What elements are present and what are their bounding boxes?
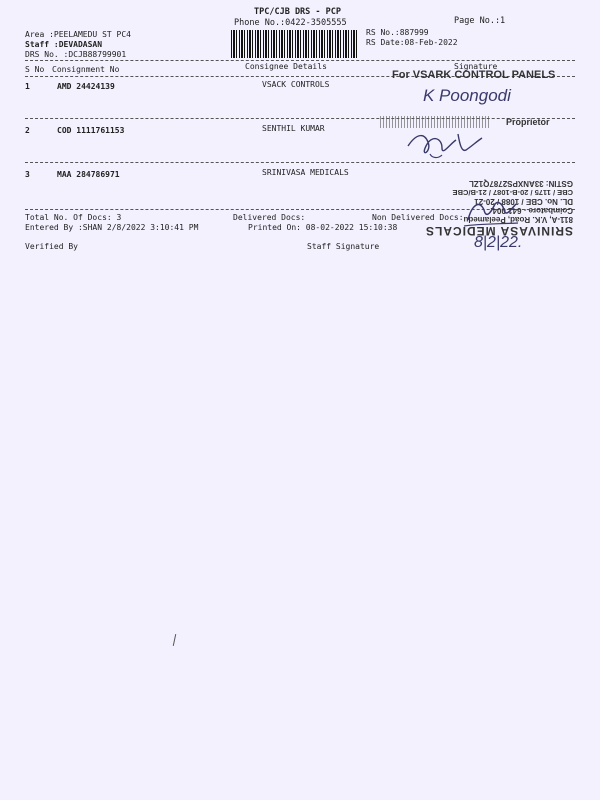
row-divider xyxy=(25,118,575,119)
staff-signature-label: Staff Signature xyxy=(307,242,380,251)
column-signature: Signature xyxy=(454,62,498,71)
total-docs: Total No. Of Docs: 3 xyxy=(25,213,122,222)
drs-number: DRS No. :DCJB88799901 xyxy=(25,50,127,59)
row-consignment: COD 1111761153 xyxy=(57,126,125,135)
stamp-line: DL. No. CBE / 1088 / 20-21 xyxy=(474,197,573,206)
entered-by: Entered By :SHAN 2/8/2022 3:10:41 PM xyxy=(25,223,199,232)
row3-handwritten-date: 8|2|22. xyxy=(474,234,523,251)
area-label: Area :PEELAMEDU ST PC4 xyxy=(25,30,131,39)
row-sno: 3 xyxy=(25,170,30,179)
row-consignment: AMD 24424139 xyxy=(57,82,115,91)
row-sno: 2 xyxy=(25,126,30,135)
stamp-line: 811-A, V.K. Road, Peelamedu xyxy=(463,215,573,224)
row-consignee: VSACK CONTROLS xyxy=(262,80,330,89)
row-sno: 1 xyxy=(25,82,30,91)
staff-label: Staff :DEVADASAN xyxy=(25,40,103,49)
column-consignment: Consignment No xyxy=(52,65,120,74)
stamp-line: SRINIVASA MEDICALS xyxy=(424,224,573,238)
stray-mark xyxy=(173,634,176,646)
row1-proprietor-label: Proprietor xyxy=(506,117,550,127)
row-consignee: SRINIVASA MEDICALS xyxy=(262,168,349,177)
row3-signature-icon xyxy=(456,190,536,230)
barcode-image xyxy=(231,30,357,58)
row-consignee: SENTHIL KUMAR xyxy=(262,124,325,133)
column-sno: S No xyxy=(25,65,45,74)
verified-by: Verified By xyxy=(25,242,78,251)
row-consignment: MAA 284786971 xyxy=(57,170,120,179)
row1-handwritten-name: K Poongodi xyxy=(423,86,511,105)
non-delivered-docs: Non Delivered Docs: xyxy=(372,213,464,222)
delivered-docs: Delivered Docs: xyxy=(233,213,306,222)
page-number: Page No.:1 xyxy=(454,16,506,26)
stamp-line: GSTIN: 33ANXPS2787Q1ZL xyxy=(468,179,573,188)
rs-date: RS Date:08-Feb-2022 xyxy=(366,38,458,47)
row2-signature-icon xyxy=(398,124,498,164)
printed-on: Printed On: 08-02-2022 15:10:38 xyxy=(248,223,398,232)
phone-number: Phone No.:0422-3505555 xyxy=(234,18,347,28)
column-consignee: Consignee Details xyxy=(245,62,327,71)
header-divider-top xyxy=(25,60,575,61)
stamp-line: Coimbatore - 641 004. xyxy=(490,206,573,215)
row1-company-stamp: For VSARK CONTROL PANELS xyxy=(392,69,556,81)
rs-number: RS No.:887999 xyxy=(366,28,429,37)
document-title: TPC/CJB DRS - PCP xyxy=(254,7,341,17)
stamp-line: CBE / 1175 / 20-B-1087 / 21-B/CBE xyxy=(452,188,573,197)
